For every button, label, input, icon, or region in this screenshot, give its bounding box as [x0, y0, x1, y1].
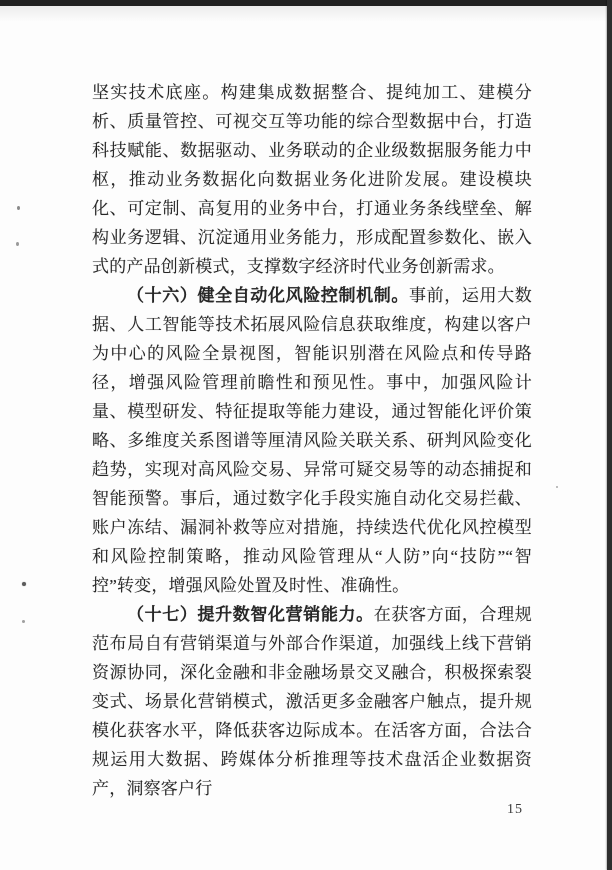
scan-speck — [556, 486, 558, 488]
page-number: 15 — [507, 802, 523, 817]
paragraph-item-16 — [92, 281, 532, 600]
document-body-text — [92, 78, 532, 803]
paragraph-text: 在获客方面，合理规范布局自有营销渠道与外部合作渠道，加强线上线下营销资源协同，深化金融和非金融场景交叉融合，积极探索裂变式、场景化营销模式，激活更多金融客户触点，提升规模化获客水平，降低获客边际成本。在活客方面，合法合规运用大数据、跨媒体分析推理等技术盘活企业数据资产，洞察客户行 — [92, 605, 532, 798]
paragraph-continuation — [92, 78, 532, 281]
paragraph-text: 坚实技术底座。构建集成数据整合、提纯加工、建模分析、质量管控、可视交互等功能的综合型数据中台，打造科技赋能、数据驱动、业务联动的企业级数据服务能力中枢，推动业务数据化向数据业务化进阶发展。建设模块化、可定制、高复用的业务中台，打通业务条线壁垒、解构业务逻辑、沉淀通用业务能力，形成配置参数化、嵌入式的产品创新模式，支撑数字经济时代业务创新需求。 — [92, 83, 532, 276]
scan-edge-right — [607, 0, 612, 870]
paragraph-title: （十六）健全自动化风险控制机制。 — [127, 286, 410, 305]
scan-shadow-top — [0, 6, 612, 22]
paragraph-item-17 — [92, 600, 532, 803]
paragraph-text: 事前，运用大数据、人工智能等技术拓展风险信息获取维度，构建以客户为中心的风险全景视图，智能识别潜在风险点和传导路径，增强风险管理前瞻性和预见性。事中，加强风险计量、模型研发、特征提取等能力建设，通过智能化评价策略、多维度关系图谱等厘清风险关联关系、研判风险变化趋势，实现对高风险交易、异常可疑交易等的动态捕捉和智能预警。事后，通过数字化手段实施自动化交易拦截、账户冻结、漏洞补救等应对措施，持续迭代优化风控模型和风险控制策略，推动风险管理从“人防”向“技防”“智控”转变，增强风险处置及时性、准确性。 — [92, 286, 532, 595]
scan-speck — [17, 206, 20, 210]
paragraph-title: （十七）提升数智化营销能力。 — [127, 605, 374, 624]
scan-speck — [22, 620, 25, 623]
scan-speck — [22, 582, 26, 586]
scan-speck — [16, 242, 19, 246]
